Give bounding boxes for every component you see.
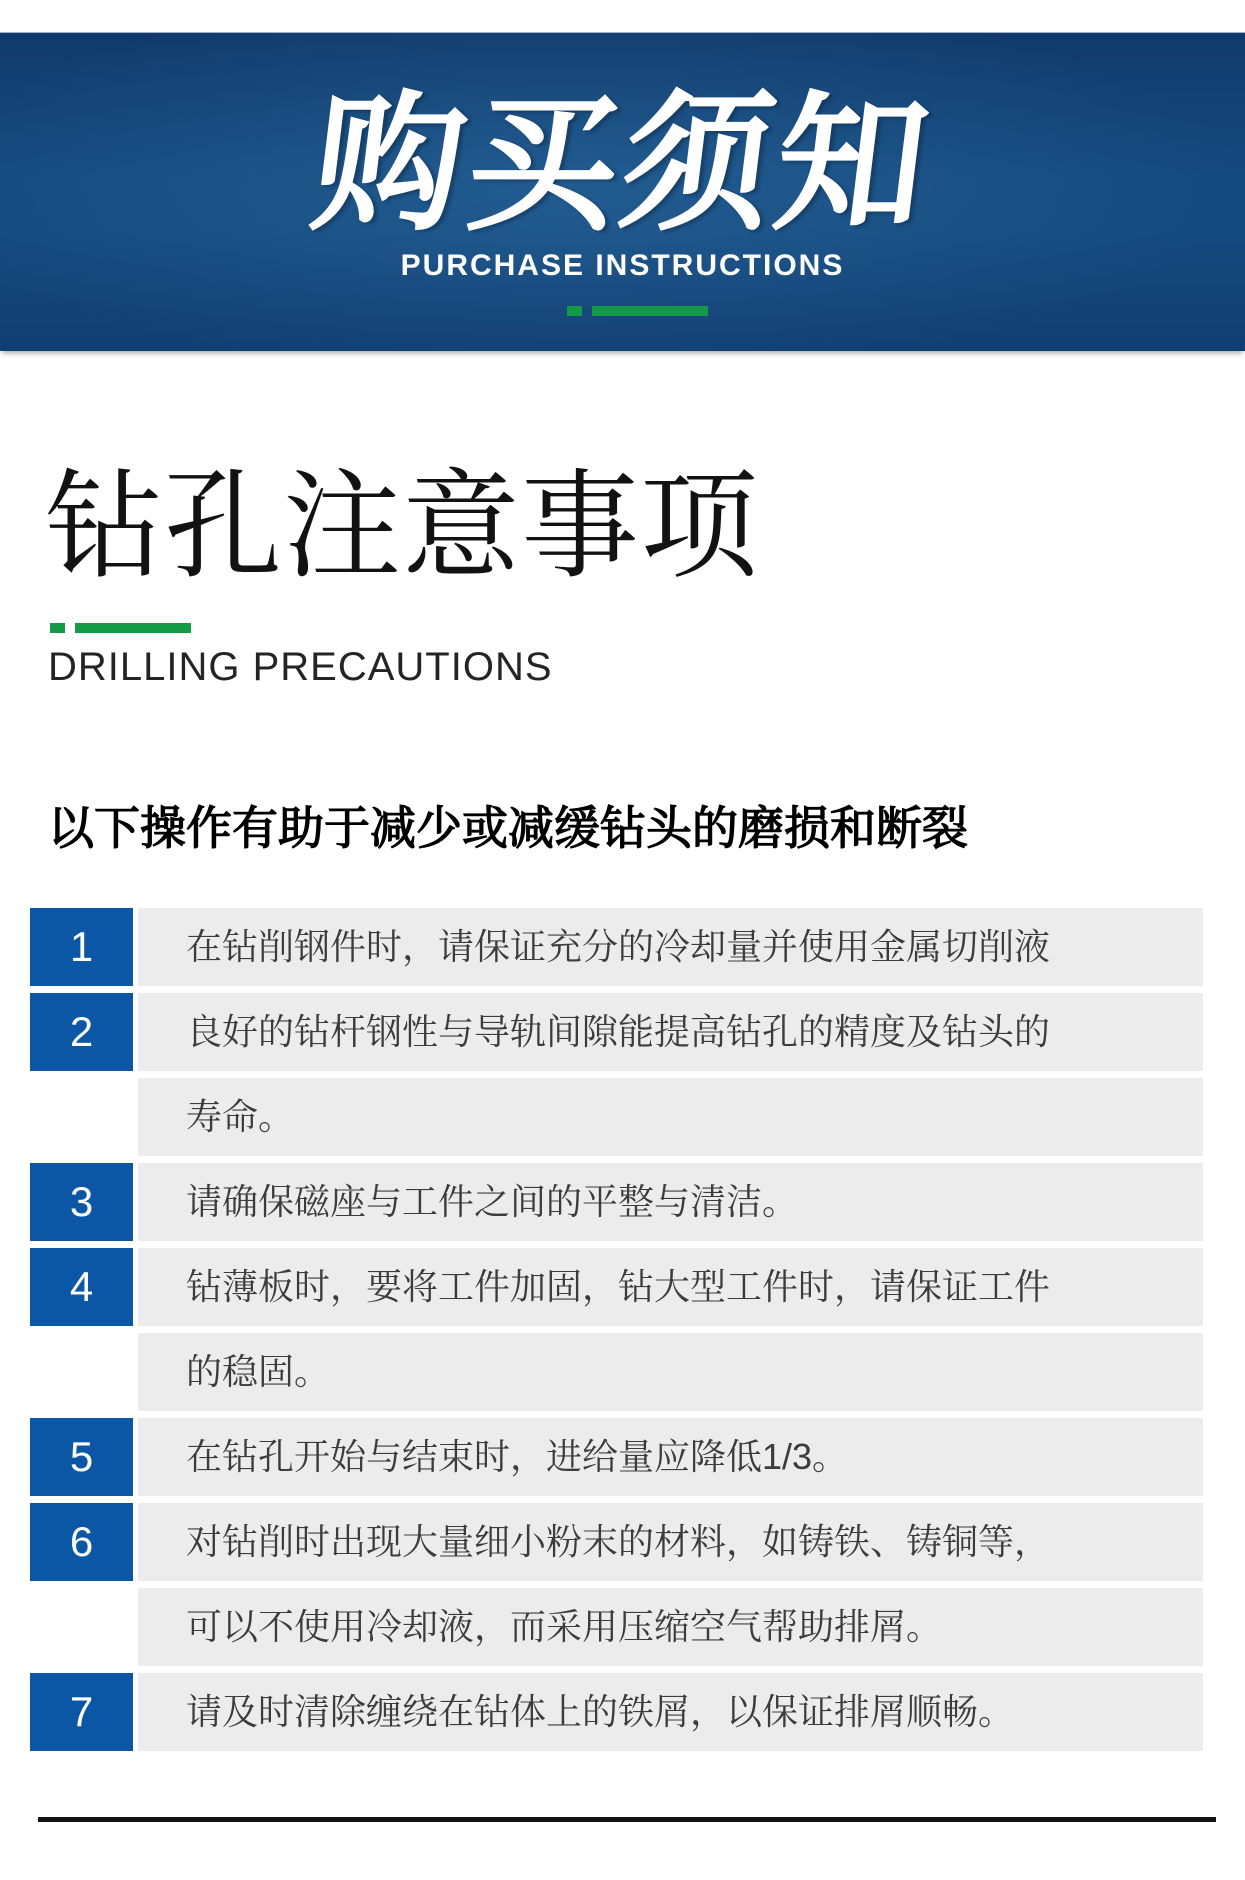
item-text: 寿命。 (138, 1078, 1203, 1156)
precaution-row (30, 1248, 1203, 1326)
item-number-tile: 2 (30, 993, 133, 1071)
purchase-instructions-banner (0, 32, 1245, 351)
precaution-row (30, 1163, 1203, 1241)
item-number-tile: 4 (30, 1248, 133, 1326)
bottom-divider (38, 1817, 1216, 1822)
item-number-tile: 6 (30, 1503, 133, 1581)
banner-subtitle: PURCHASE INSTRUCTIONS (400, 249, 845, 282)
precaution-row (30, 908, 1203, 986)
item-number-spacer (30, 1078, 133, 1156)
banner-title: 购买须知 (304, 80, 941, 248)
precaution-row (30, 1673, 1203, 1751)
accent-square (567, 306, 582, 316)
accent-square (50, 623, 65, 633)
list-heading: 以下操作有助于减少或减缓钻头的磨损和断裂 (48, 802, 968, 854)
item-text: 对钻削时出现大量细小粉末的材料，如铸铁、铸铜等， (138, 1503, 1203, 1581)
item-text: 在钻孔开始与结束时，进给量应降低1/3。 (138, 1418, 1203, 1496)
accent-bar (75, 623, 191, 633)
item-number-tile: 1 (30, 908, 133, 986)
precaution-row (30, 1333, 1203, 1411)
precaution-row (30, 1078, 1203, 1156)
accent-bar (592, 306, 708, 316)
precaution-row (30, 1503, 1203, 1581)
item-number-tile: 3 (30, 1163, 133, 1241)
item-text: 请及时清除缠绕在钻体上的铁屑，以保证排屑顺畅。 (138, 1673, 1203, 1751)
item-text: 钻薄板时，要将工件加固，钻大型工件时，请保证工件 (138, 1248, 1203, 1326)
item-number-tile: 5 (30, 1418, 133, 1496)
item-text: 的稳固。 (138, 1333, 1203, 1411)
precaution-row (30, 1588, 1203, 1666)
precaution-list (30, 908, 1203, 1758)
section-subtitle: DRILLING PRECAUTIONS (48, 645, 553, 689)
banner-accent-bars (15, 306, 1245, 316)
item-text: 请确保磁座与工件之间的平整与清洁。 (138, 1163, 1203, 1241)
section-accent-bars (50, 623, 191, 633)
item-text: 在钻削钢件时，请保证充分的冷却量并使用金属切削液 (138, 908, 1203, 986)
section-title: 钻孔注意事项 (45, 461, 760, 593)
item-text: 良好的钻杆钢性与导轨间隙能提高钻孔的精度及钻头的 (138, 993, 1203, 1071)
item-number-tile: 7 (30, 1673, 133, 1751)
precaution-row (30, 1418, 1203, 1496)
item-number-spacer (30, 1588, 133, 1666)
item-text: 可以不使用冷却液，而采用压缩空气帮助排屑。 (138, 1588, 1203, 1666)
precaution-row (30, 993, 1203, 1071)
item-number-spacer (30, 1333, 133, 1411)
